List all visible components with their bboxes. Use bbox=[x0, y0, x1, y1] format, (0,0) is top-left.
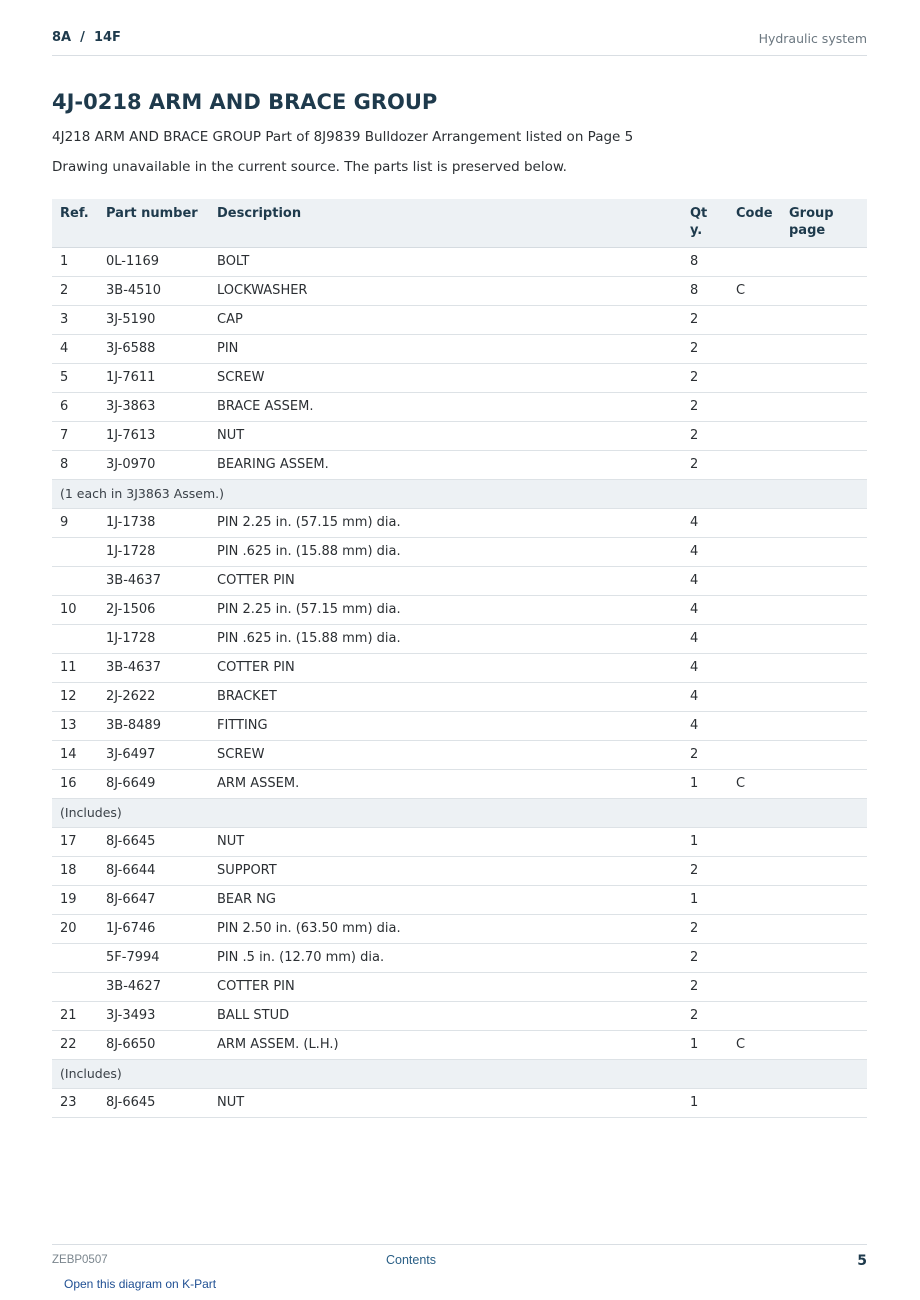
qty-cell: 1 bbox=[682, 827, 728, 856]
part-number-cell: 1J-6746 bbox=[98, 914, 209, 943]
ref-cell bbox=[52, 566, 98, 595]
table-row bbox=[52, 1088, 867, 1117]
table-row bbox=[52, 450, 867, 479]
table-row bbox=[52, 1001, 867, 1030]
qty-cell: 2 bbox=[682, 392, 728, 421]
ref-cell: 10 bbox=[52, 595, 98, 624]
code-cell bbox=[728, 711, 781, 740]
table-row bbox=[52, 653, 867, 682]
group-page-cell bbox=[781, 421, 867, 450]
description-cell: SCREW bbox=[209, 363, 682, 392]
group-page-cell bbox=[781, 856, 867, 885]
ref-cell bbox=[52, 972, 98, 1001]
part-number-cell: 3B-4627 bbox=[98, 972, 209, 1001]
code-cell bbox=[728, 943, 781, 972]
column-header-part-number: Part number bbox=[98, 199, 209, 247]
part-number-cell: 0L-1169 bbox=[98, 247, 209, 276]
description-cell: PIN .625 in. (15.88 mm) dia. bbox=[209, 624, 682, 653]
group-page-cell bbox=[781, 682, 867, 711]
part-number-cell: 2J-2622 bbox=[98, 682, 209, 711]
qty-cell: 8 bbox=[682, 247, 728, 276]
code-cell bbox=[728, 537, 781, 566]
code-cell bbox=[728, 450, 781, 479]
qty-cell: 4 bbox=[682, 711, 728, 740]
part-number-cell: 8J-6649 bbox=[98, 769, 209, 798]
ref-cell: 8 bbox=[52, 450, 98, 479]
code-cell bbox=[728, 914, 781, 943]
part-number-cell: 3J-3863 bbox=[98, 392, 209, 421]
qty-cell: 2 bbox=[682, 1001, 728, 1030]
group-page-cell bbox=[781, 1030, 867, 1059]
qty-cell: 4 bbox=[682, 566, 728, 595]
qty-cell: 2 bbox=[682, 305, 728, 334]
description-cell: PIN .625 in. (15.88 mm) dia. bbox=[209, 537, 682, 566]
qty-cell: 2 bbox=[682, 943, 728, 972]
code-cell bbox=[728, 827, 781, 856]
part-number-cell: 8J-6650 bbox=[98, 1030, 209, 1059]
description-cell: COTTER PIN bbox=[209, 972, 682, 1001]
qty-cell: 2 bbox=[682, 363, 728, 392]
drawing-note: Drawing unavailable in the current source. The parts list is preserved below. bbox=[52, 159, 567, 175]
group-page-cell bbox=[781, 972, 867, 1001]
part-number-cell: 8J-6644 bbox=[98, 856, 209, 885]
code-cell bbox=[728, 334, 781, 363]
column-header-group-page: Group page bbox=[781, 199, 867, 247]
table-row bbox=[52, 682, 867, 711]
group-page-cell bbox=[781, 827, 867, 856]
group-page-cell bbox=[781, 508, 867, 537]
code-cell bbox=[728, 653, 781, 682]
part-number-cell: 1J-7613 bbox=[98, 421, 209, 450]
open-diagram-link[interactable]: Open this diagram on K-Part bbox=[64, 1277, 217, 1291]
ref-cell: 20 bbox=[52, 914, 98, 943]
code-cell: C bbox=[728, 1030, 781, 1059]
code-cell bbox=[728, 972, 781, 1001]
qty-cell: 2 bbox=[682, 450, 728, 479]
group-page-cell bbox=[781, 885, 867, 914]
description-cell: BALL STUD bbox=[209, 1001, 682, 1030]
ref-cell: 17 bbox=[52, 827, 98, 856]
table-row bbox=[52, 624, 867, 653]
description-cell: ARM ASSEM. (L.H.) bbox=[209, 1030, 682, 1059]
part-number-cell: 8J-6645 bbox=[98, 827, 209, 856]
part-number-cell: 8J-6645 bbox=[98, 1088, 209, 1117]
code-cell: C bbox=[728, 769, 781, 798]
part-number-cell: 3J-6497 bbox=[98, 740, 209, 769]
table-row bbox=[52, 1030, 867, 1059]
group-subtitle: 4J218 ARM AND BRACE GROUP Part of 8J9839 Bulldozer Arrangement listed on Page 5 bbox=[52, 129, 634, 145]
description-cell: BEAR NG bbox=[209, 885, 682, 914]
table-note-row bbox=[52, 479, 867, 508]
ref-cell: 21 bbox=[52, 1001, 98, 1030]
description-cell: ARM ASSEM. bbox=[209, 769, 682, 798]
qty-cell: 2 bbox=[682, 856, 728, 885]
qty-cell: 4 bbox=[682, 682, 728, 711]
code-cell bbox=[728, 624, 781, 653]
description-cell: PIN 2.25 in. (57.15 mm) dia. bbox=[209, 508, 682, 537]
code-cell bbox=[728, 421, 781, 450]
code-cell bbox=[728, 682, 781, 711]
ref-cell bbox=[52, 537, 98, 566]
qty-cell: 4 bbox=[682, 653, 728, 682]
ref-cell: 19 bbox=[52, 885, 98, 914]
qty-cell: 4 bbox=[682, 624, 728, 653]
description-cell: PIN bbox=[209, 334, 682, 363]
contents-link[interactable]: Contents bbox=[386, 1253, 437, 1267]
code-cell bbox=[728, 392, 781, 421]
page-footer bbox=[52, 1244, 867, 1274]
group-page-cell bbox=[781, 247, 867, 276]
column-header-qty: Qty. bbox=[682, 199, 728, 247]
column-header-code: Code bbox=[728, 199, 781, 247]
group-page-cell bbox=[781, 769, 867, 798]
code-cell bbox=[728, 566, 781, 595]
ref-cell: 5 bbox=[52, 363, 98, 392]
group-page-cell bbox=[781, 1001, 867, 1030]
table-row bbox=[52, 769, 867, 798]
description-cell: SCREW bbox=[209, 740, 682, 769]
description-cell: FITTING bbox=[209, 711, 682, 740]
table-row bbox=[52, 740, 867, 769]
group-page-cell bbox=[781, 914, 867, 943]
table-note-row bbox=[52, 1059, 867, 1088]
group-page-cell bbox=[781, 276, 867, 305]
ref-cell: 2 bbox=[52, 276, 98, 305]
column-header-ref: Ref. bbox=[52, 199, 98, 247]
code-cell bbox=[728, 740, 781, 769]
table-row bbox=[52, 972, 867, 1001]
table-row bbox=[52, 537, 867, 566]
table-row bbox=[52, 392, 867, 421]
qty-cell: 1 bbox=[682, 885, 728, 914]
code-cell bbox=[728, 885, 781, 914]
ref-cell: 9 bbox=[52, 508, 98, 537]
qty-cell: 4 bbox=[682, 595, 728, 624]
column-header-description: Description bbox=[209, 199, 682, 247]
table-row bbox=[52, 595, 867, 624]
footer-document-code: ZEBP0507 bbox=[52, 1254, 108, 1266]
ref-cell bbox=[52, 624, 98, 653]
group-page-cell bbox=[781, 392, 867, 421]
table-row bbox=[52, 566, 867, 595]
table-row bbox=[52, 885, 867, 914]
ref-cell: 11 bbox=[52, 653, 98, 682]
description-cell: COTTER PIN bbox=[209, 653, 682, 682]
table-row bbox=[52, 276, 867, 305]
group-page-cell bbox=[781, 566, 867, 595]
note-cell: (1 each in 3J3863 Assem.) bbox=[52, 479, 867, 508]
description-cell: PIN 2.25 in. (57.15 mm) dia. bbox=[209, 595, 682, 624]
note-cell: (Includes) bbox=[52, 1059, 867, 1088]
group-page-cell bbox=[781, 943, 867, 972]
qty-cell: 4 bbox=[682, 508, 728, 537]
description-cell: LOCKWASHER bbox=[209, 276, 682, 305]
ref-cell: 7 bbox=[52, 421, 98, 450]
group-page-cell bbox=[781, 334, 867, 363]
description-cell: BRACE ASSEM. bbox=[209, 392, 682, 421]
table-row bbox=[52, 334, 867, 363]
qty-cell: 2 bbox=[682, 421, 728, 450]
part-number-cell: 3J-3493 bbox=[98, 1001, 209, 1030]
table-row bbox=[52, 827, 867, 856]
description-cell: SUPPORT bbox=[209, 856, 682, 885]
table-row bbox=[52, 363, 867, 392]
ref-cell: 18 bbox=[52, 856, 98, 885]
part-number-cell: 2J-1506 bbox=[98, 595, 209, 624]
header-breadcrumb: 8A / 14F bbox=[52, 30, 121, 45]
group-page-cell bbox=[781, 624, 867, 653]
group-page-cell bbox=[781, 450, 867, 479]
description-cell: NUT bbox=[209, 421, 682, 450]
description-cell: BRACKET bbox=[209, 682, 682, 711]
qty-cell: 1 bbox=[682, 769, 728, 798]
qty-cell: 1 bbox=[682, 1088, 728, 1117]
ref-cell: 3 bbox=[52, 305, 98, 334]
part-number-cell: 3J-6588 bbox=[98, 334, 209, 363]
code-cell bbox=[728, 595, 781, 624]
group-page-cell bbox=[781, 363, 867, 392]
part-number-cell: 1J-7611 bbox=[98, 363, 209, 392]
note-cell: (Includes) bbox=[52, 798, 867, 827]
ref-cell: 4 bbox=[52, 334, 98, 363]
ref-cell: 22 bbox=[52, 1030, 98, 1059]
description-cell: PIN .5 in. (12.70 mm) dia. bbox=[209, 943, 682, 972]
code-cell bbox=[728, 856, 781, 885]
page-header bbox=[52, 28, 867, 56]
ref-cell: 13 bbox=[52, 711, 98, 740]
table-row bbox=[52, 914, 867, 943]
parts-table-body bbox=[52, 247, 867, 1117]
ref-cell: 12 bbox=[52, 682, 98, 711]
part-number-cell: 3B-4637 bbox=[98, 566, 209, 595]
part-number-cell: 3J-5190 bbox=[98, 305, 209, 334]
code-cell bbox=[728, 247, 781, 276]
part-number-cell: 3B-4637 bbox=[98, 653, 209, 682]
table-note-row bbox=[52, 798, 867, 827]
page-title: 4J-0218 ARM AND BRACE GROUP bbox=[52, 90, 438, 114]
ref-cell bbox=[52, 943, 98, 972]
group-page-cell bbox=[781, 653, 867, 682]
description-cell: CAP bbox=[209, 305, 682, 334]
table-row bbox=[52, 247, 867, 276]
code-cell bbox=[728, 1001, 781, 1030]
qty-cell: 2 bbox=[682, 740, 728, 769]
group-page-cell bbox=[781, 537, 867, 566]
page-number: 5 bbox=[857, 1253, 867, 1269]
description-cell: PIN 2.50 in. (63.50 mm) dia. bbox=[209, 914, 682, 943]
code-cell bbox=[728, 305, 781, 334]
description-cell: BOLT bbox=[209, 247, 682, 276]
part-number-cell: 8J-6647 bbox=[98, 885, 209, 914]
part-number-cell: 1J-1728 bbox=[98, 537, 209, 566]
description-cell: NUT bbox=[209, 1088, 682, 1117]
table-row bbox=[52, 508, 867, 537]
group-page-cell bbox=[781, 305, 867, 334]
qty-cell: 2 bbox=[682, 972, 728, 1001]
part-number-cell: 1J-1738 bbox=[98, 508, 209, 537]
part-number-cell: 1J-1728 bbox=[98, 624, 209, 653]
table-row bbox=[52, 711, 867, 740]
qty-cell: 2 bbox=[682, 334, 728, 363]
code-cell bbox=[728, 508, 781, 537]
qty-cell: 1 bbox=[682, 1030, 728, 1059]
description-cell: NUT bbox=[209, 827, 682, 856]
group-page-cell bbox=[781, 595, 867, 624]
ref-cell: 16 bbox=[52, 769, 98, 798]
code-cell bbox=[728, 1088, 781, 1117]
qty-cell: 2 bbox=[682, 914, 728, 943]
group-page-cell bbox=[781, 711, 867, 740]
code-cell bbox=[728, 363, 781, 392]
code-cell: C bbox=[728, 276, 781, 305]
description-cell: COTTER PIN bbox=[209, 566, 682, 595]
ref-cell: 1 bbox=[52, 247, 98, 276]
table-row bbox=[52, 856, 867, 885]
part-number-cell: 5F-7994 bbox=[98, 943, 209, 972]
table-row bbox=[52, 305, 867, 334]
ref-cell: 23 bbox=[52, 1088, 98, 1117]
ref-cell: 6 bbox=[52, 392, 98, 421]
part-number-cell: 3B-8489 bbox=[98, 711, 209, 740]
header-section-title: Hydraulic system bbox=[758, 31, 867, 46]
description-cell: BEARING ASSEM. bbox=[209, 450, 682, 479]
group-page-cell bbox=[781, 1088, 867, 1117]
qty-cell: 8 bbox=[682, 276, 728, 305]
parts-table bbox=[52, 199, 867, 1118]
part-number-cell: 3J-0970 bbox=[98, 450, 209, 479]
table-row bbox=[52, 421, 867, 450]
table-header-row bbox=[52, 199, 867, 247]
ref-cell: 14 bbox=[52, 740, 98, 769]
part-number-cell: 3B-4510 bbox=[98, 276, 209, 305]
group-page-cell bbox=[781, 740, 867, 769]
qty-cell: 4 bbox=[682, 537, 728, 566]
table-row bbox=[52, 943, 867, 972]
